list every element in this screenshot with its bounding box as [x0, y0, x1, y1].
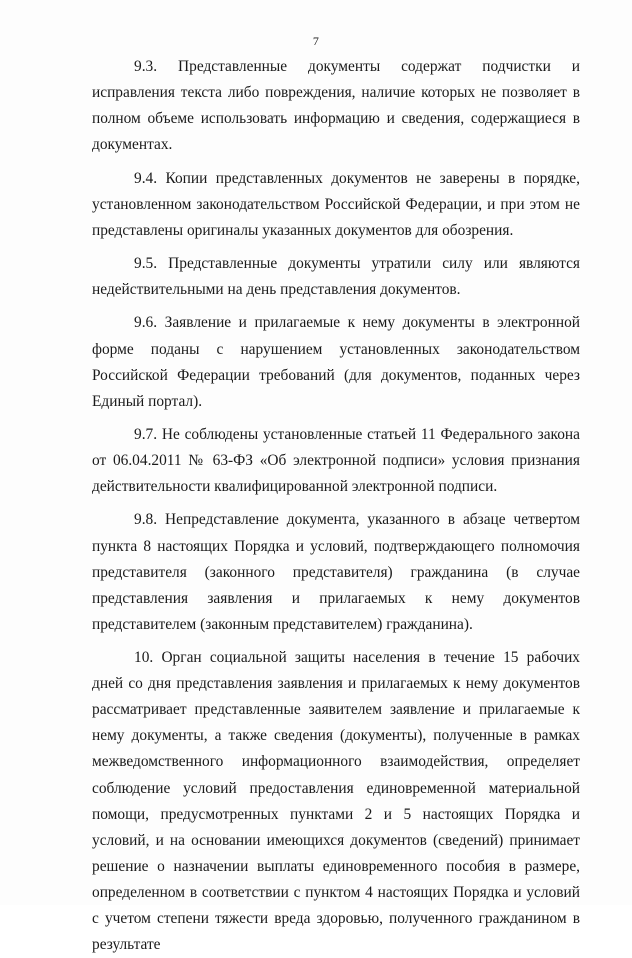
paragraph-9-7: 9.7. Не соблюдены установленные статьей 11 Федерального закона от 06.04.2011 № 63-ФЗ «Об электронной подписи» условия признания действительности квалифицированной электронной подписи. [92, 425, 580, 496]
document-body [92, 54, 580, 958]
paragraph-9-3: 9.3. Представленные документы содержат подчистки и исправления текста либо повреждения, наличие которых не позволяет в полном объеме использовать информацию и сведения, содержащиеся в документах. [92, 58, 580, 154]
paragraph-9-5: 9.5. Представленные документы утратили силу или являются недействительными на день представления документов. [92, 255, 580, 299]
paragraph-10: 10. Орган социальной защиты населения в течение 15 рабочих дней со дня представления заявления и прилагаемых к нему документов рассматривает представленные заявителем заявление и прилагаемые к нему документы, а также сведения (документы), полученные в рамках межведомственного информационного взаимодействия, определяет соблюдение условий предоставления единовременной материальной помощи, предусмотренных пунктами 2 и 5 настоящих Порядка и условий, и на основании имеющихся документов (сведений) принимает решение о назначении выплаты единовременного пособия в размере, определенном в соответствии с пунктом 4 настоящих Порядка и условий с учетом степени тяжести вреда здоровью, полученного гражданином в результате [92, 649, 580, 954]
paragraph-9-6: 9.6. Заявление и прилагаемые к нему документы в электронной форме поданы с нарушением установленных законодательством Российской Федерации требований (для документов, поданных через Единый портал). [92, 314, 580, 410]
page-number: 7 [312, 34, 320, 48]
paragraph-9-4: 9.4. Копии представленных документов не заверены в порядке, установленном законодательством Российской Федерации, и при этом не представлены оригиналы указанных документов для обозрения. [92, 169, 580, 239]
paragraph-9-8: 9.8. Непредставление документа, указанного в абзаце четвертом пункта 8 настоящих Порядка и условий, подтверждающего полномочия представителя (законного представителя) гражданина (в случае представления заявления и прилагаемых к нему документов представителем (законным представителем) гражданина). [92, 511, 580, 633]
